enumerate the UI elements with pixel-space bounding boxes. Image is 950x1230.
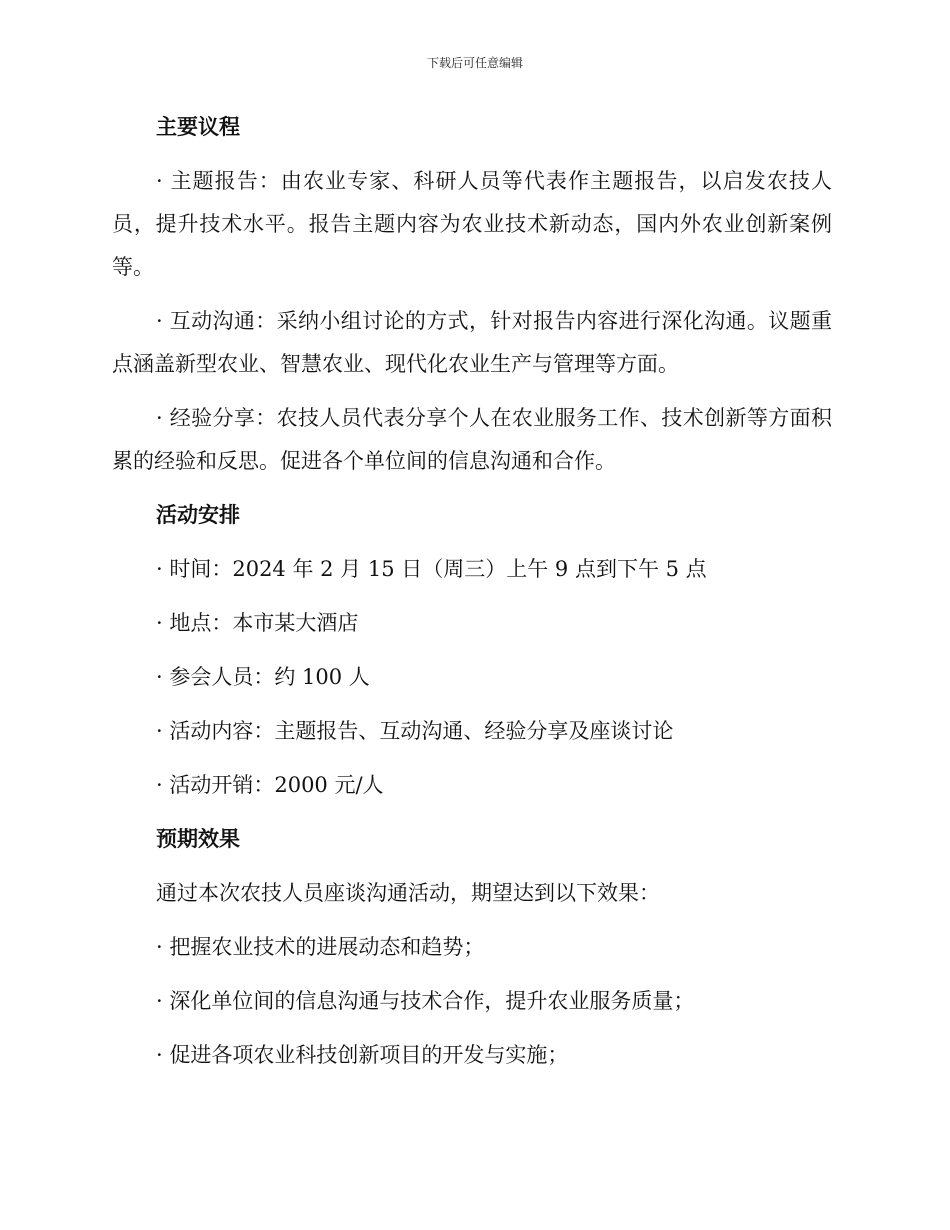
header-note: 下载后可任意编辑 [426,56,523,70]
arrangement-item-time: · 时间：2024 年 2 月 15 日（周三）上午 9 点到下午 5 点 [156,557,707,581]
arrangement-item-cost: · 活动开销：2000 元/人 [156,773,384,797]
section-heading-effects: 预期效果 [156,827,240,851]
section-heading-agenda: 主要议程 [156,115,240,139]
effects-item-trends: · 把握农业技术的进展动态和趋势； [156,935,485,959]
arrangement-item-content: · 活动内容：主题报告、互动沟通、经验分享及座谈讨论 [156,719,674,743]
effects-intro: 通过本次农技人员座谈沟通活动，期望达到以下效果： [156,881,660,905]
section-heading-arrangement: 活动安排 [156,503,240,527]
effects-item-cooperation: · 深化单位间的信息沟通与技术合作，提升农业服务质量； [156,989,695,1013]
agenda-item-discussion: · 互动沟通：采纳小组讨论的方式，针对报告内容进行深化沟通。议题重点涵盖新型农业、智慧农业、现代化农业生产与管理等方面。 [112,309,832,376]
agenda-item-report: · 主题报告：由农业专家、科研人员等代表作主题报告，以启发农技人员，提升技术水平。报告主题内容为农业技术新动态，国内外农业创新案例等。 [112,169,832,279]
arrangement-item-attendees: · 参会人员：约 100 人 [156,665,370,689]
agenda-item-sharing: · 经验分享：农技人员代表分享个人在农业服务工作、技术创新等方面积累的经验和反思。促进各个单位间的信息沟通和合作。 [112,406,832,473]
document-body [112,106,832,1088]
effects-item-innovation: · 促进各项农业科技创新项目的开发与实施； [156,1043,569,1067]
arrangement-item-location: · 地点：本市某大酒店 [156,611,359,635]
